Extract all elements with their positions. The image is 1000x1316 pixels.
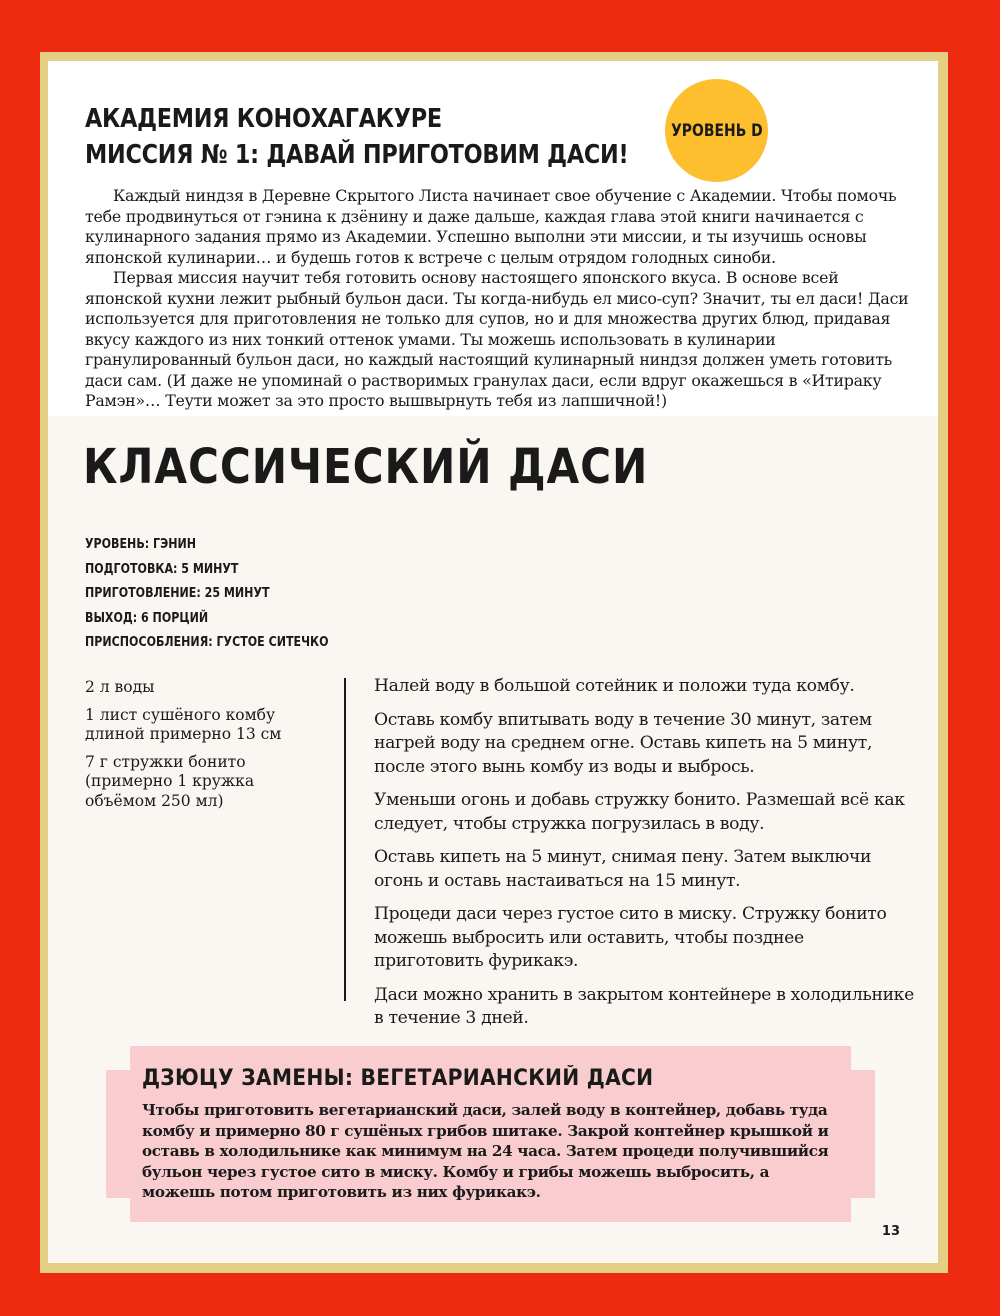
vegetarian-tip-box bbox=[106, 1046, 875, 1222]
column-divider bbox=[344, 678, 346, 1001]
box-corner bbox=[106, 1198, 130, 1222]
ingredient-item: 7 г стружки бонито (примерно 1 кружка объёмом 250 мл) bbox=[85, 752, 255, 810]
recipe-step: Оставь комбу впитывать воду в течение 30 минут, затем нагрей воду на среднем огне. Оставь кипеть на 5 минут, после этого вынь комбу из воды и выбрось. bbox=[374, 709, 873, 777]
intro-section bbox=[48, 61, 938, 416]
meta-equipment: ПРИСПОСОБЛЕНИЯ: ГУСТОЕ СИТЕЧКО bbox=[85, 634, 329, 650]
recipe-step: Уменьши огонь и добавь стружку бонито. Размешай всё как следует, чтобы стружка погрузилась в воду. bbox=[374, 790, 905, 834]
mission-heading bbox=[85, 101, 628, 173]
meta-yield: ВЫХОД: 6 ПОРЦИЙ bbox=[85, 609, 209, 626]
intro-text bbox=[85, 186, 915, 412]
meta-cook: ПРИГОТОВЛЕНИЕ: 25 МИНУТ bbox=[85, 585, 270, 601]
recipe-step: Даси можно хранить в закрытом контейнере в холодильнике в течение 3 дней. bbox=[374, 984, 914, 1028]
recipe-title: КЛАССИЧЕСКИЙ ДАСИ bbox=[83, 439, 649, 495]
page-number: 13 bbox=[881, 1224, 900, 1239]
mission-line: МИССИЯ № 1: ДАВАЙ ПРИГОТОВИМ ДАСИ! bbox=[85, 140, 629, 170]
level-badge bbox=[665, 79, 768, 182]
ingredient-item: 2 л воды bbox=[85, 678, 155, 696]
book-page bbox=[48, 61, 938, 1263]
recipe-step: Налей воду в большой сотейник и положи туда комбу. bbox=[374, 676, 855, 696]
ingredients-list bbox=[85, 678, 320, 819]
recipe-step: Оставь кипеть на 5 минут, снимая пену. Затем выключи огонь и оставь настаиваться на 15 минут. bbox=[374, 847, 872, 891]
recipe-steps bbox=[374, 675, 914, 1041]
intro-paragraph: Первая миссия научит тебя готовить основу настоящего японского вкуса. В основе всей японской кухни лежит рыбный бульон даси. Ты когда-нибудь ел мисо-суп? Значит, ты ел даси! Даси используется для приготовления не только для супов, но и для множества других блюд, придавая вкусу каждого из них тонкий оттенок умами. Ты можешь использовать в кулинарии гранулированный бульон даси, но каждый настоящий кулинарный ниндзя должен уметь готовить даси сам. (И даже не упоминай о растворимых гранулах даси, если вдруг окажешься в «Итираку Рамэн»… Теути может за это просто вышвырнуть тебя из лапшичной!) bbox=[85, 268, 909, 410]
level-badge-label: УРОВЕНЬ D bbox=[670, 120, 763, 141]
tip-text: Чтобы приготовить вегетарианский даси, залей воду в контейнер, добавь туда комбу и примерно 80 г сушёных грибов шитаке. Закрой контейнер крышкой и оставь в холодильнике как минимум на 24 часа. Затем процеди получившийся бульон через густое сито в миску. Комбу и грибы можешь выбросить, а можешь потом приготовить из них фурикакэ. bbox=[142, 1101, 829, 1201]
recipe-meta bbox=[85, 532, 485, 655]
tip-title: ДЗЮЦУ ЗАМЕНЫ: ВЕГЕТАРИАНСКИЙ ДАСИ bbox=[142, 1066, 654, 1091]
meta-level: УРОВЕНЬ: ГЭНИН bbox=[85, 536, 197, 552]
ingredient-item: 1 лист сушёного комбу длиной примерно 13 см bbox=[85, 705, 282, 743]
meta-prep: ПОДГОТОВКА: 5 МИНУТ bbox=[85, 560, 239, 577]
box-corner bbox=[851, 1198, 875, 1222]
intro-paragraph: Каждый ниндзя в Деревне Скрытого Листа начинает свое обучение с Академии. Чтобы помочь тебе продвинуться от гэнина к дзёнину и даже дальше, каждая глава этой книги начинается с кулинарного задания прямо из Академии. Успешно выполни эти миссии, и ты изучишь основы японской кулинарии… и будешь готов к встрече с целым отрядом голодных синоби. bbox=[85, 186, 897, 267]
recipe-step: Процеди даси через густое сито в миску. Стружку бонито можешь выбросить или оставить, чтобы позднее приготовить фурикакэ. bbox=[374, 904, 887, 971]
academy-line: АКАДЕМИЯ КОНОХАГАКУРЕ bbox=[85, 104, 442, 134]
